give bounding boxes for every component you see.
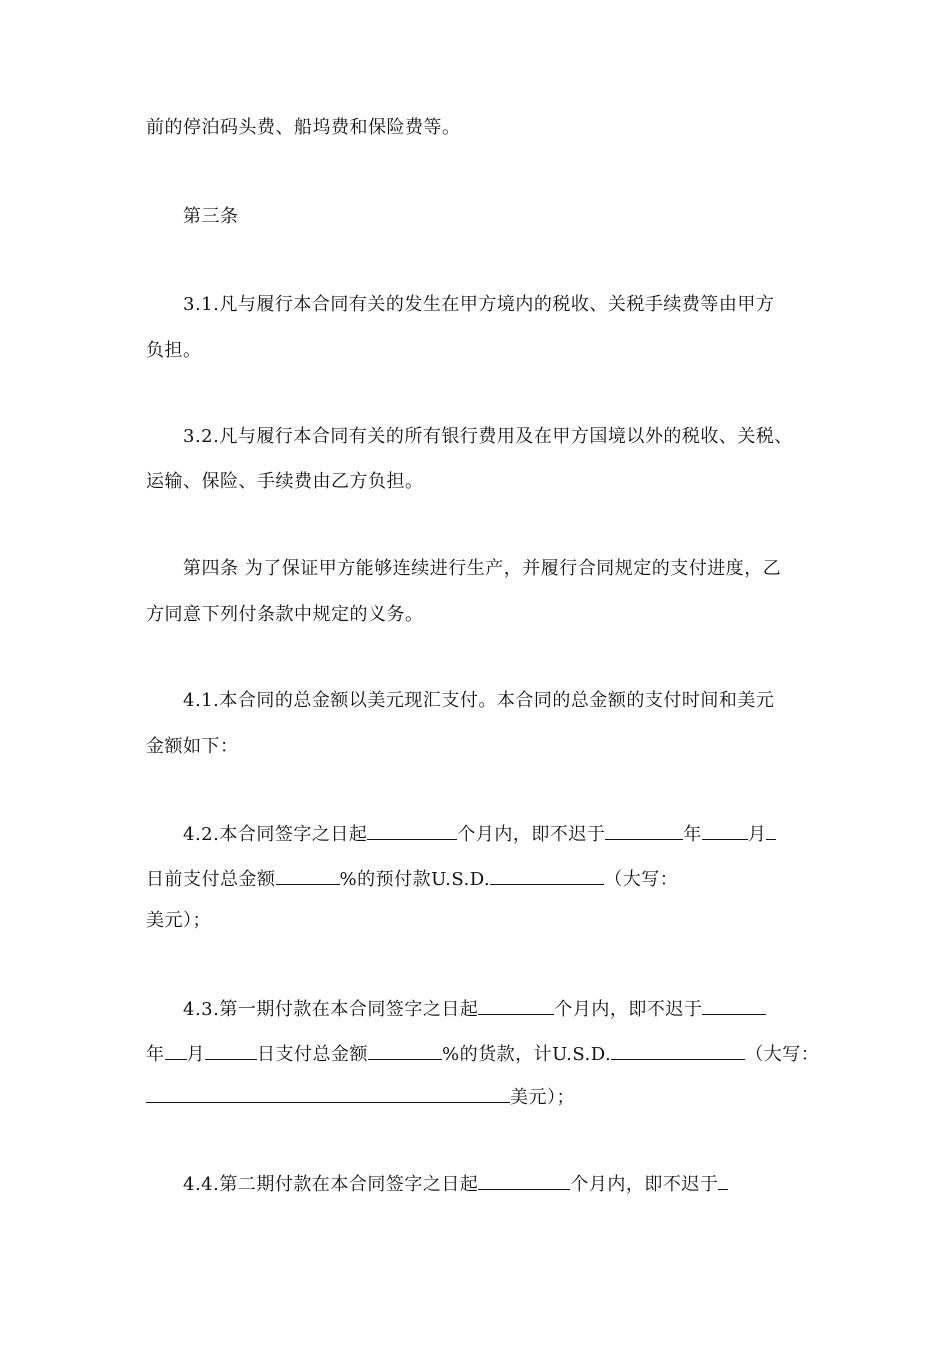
- year-blank[interactable]: [702, 996, 766, 1015]
- month-count-blank[interactable]: [367, 821, 457, 840]
- clause-4-3-line-1: [183, 996, 766, 1022]
- clause-4-3-text-d: 月: [186, 1044, 205, 1065]
- clause-3-2-line-2: 运输、保险、手续费由乙方负担。: [146, 471, 424, 492]
- clause-4-3-text-h: 美元）；: [510, 1087, 575, 1108]
- clause-4-3-line-2: [146, 1041, 819, 1067]
- paragraph-line: 前的停泊码头费、船坞费和保险费等。: [146, 117, 461, 138]
- clause-4-3-text-c: 年: [146, 1044, 165, 1065]
- clause-4-4-text-b: 个月内，即不迟于: [570, 1174, 719, 1195]
- day-blank[interactable]: [766, 821, 776, 840]
- clause-3-2-line-1: 3.2.凡与履行本合同有关的所有银行费用及在甲方国境以外的税收、关税、: [183, 426, 793, 447]
- clause-4-2-line-2: [146, 866, 678, 892]
- percentage-blank[interactable]: [276, 866, 340, 885]
- clause-4-4-line-1: [183, 1171, 728, 1197]
- clause-4-2-line-1: [183, 821, 776, 847]
- clause-4-2-text-d: 月: [747, 824, 767, 845]
- article-heading-3: 第三条: [183, 206, 239, 227]
- clause-4-3-text-e: 日支付总金额: [257, 1044, 368, 1065]
- usd-amount-blank[interactable]: [611, 1041, 745, 1060]
- month-blank[interactable]: [702, 821, 748, 840]
- clause-4-1-line-2: 金额如下：: [146, 736, 239, 757]
- amount-in-words-blank[interactable]: [146, 1084, 510, 1103]
- month-count-blank[interactable]: [478, 996, 554, 1015]
- percentage-blank[interactable]: [368, 1041, 442, 1060]
- clause-4-2-text-e: 日前支付总金额: [146, 869, 276, 890]
- article-4-line-2: 方同意下列付条款中规定的义务。: [146, 604, 424, 625]
- clause-4-3-text-g: （大写：: [745, 1044, 820, 1065]
- clause-4-3-text-a: 4.3.第一期付款在本合同签字之日起: [183, 999, 479, 1020]
- clause-4-2-text-c: 年: [683, 824, 702, 845]
- clause-4-2-line-3: 美元）；: [146, 910, 211, 931]
- year-blank[interactable]: [718, 1171, 728, 1190]
- clause-4-2-text-f: %的预付款U.S.D.: [339, 869, 491, 890]
- day-blank[interactable]: [205, 1041, 257, 1060]
- year-blank[interactable]: [605, 821, 683, 840]
- clause-4-3-text-b: 个月内，即不迟于: [554, 999, 703, 1020]
- clause-4-2-text-a: 4.2.本合同签字之日起: [183, 824, 368, 845]
- month-count-blank[interactable]: [478, 1171, 570, 1190]
- clause-4-4-text-a: 4.4.第二期付款在本合同签字之日起: [183, 1174, 479, 1195]
- clause-3-1-line-2: 负担。: [146, 340, 202, 361]
- clause-4-1-line-1: 4.1.本合同的总金额以美元现汇支付。本合同的总金额的支付时间和美元: [183, 690, 775, 711]
- clause-4-2-text-g: （大写：: [604, 869, 679, 890]
- clause-4-3-text-f: %的货款，计U.S.D.: [442, 1044, 612, 1065]
- month-blank[interactable]: [165, 1041, 187, 1060]
- usd-amount-blank[interactable]: [490, 866, 604, 885]
- clause-4-2-text-b: 个月内，即不迟于: [457, 824, 606, 845]
- clause-3-1-line-1: 3.1.凡与履行本合同有关的发生在甲方境内的税收、关税手续费等由甲方: [183, 294, 775, 315]
- clause-4-3-line-3: [146, 1084, 575, 1110]
- article-4-line-1: 第四条 为了保证甲方能够连续进行生产，并履行合同规定的支付进度，乙: [183, 558, 782, 579]
